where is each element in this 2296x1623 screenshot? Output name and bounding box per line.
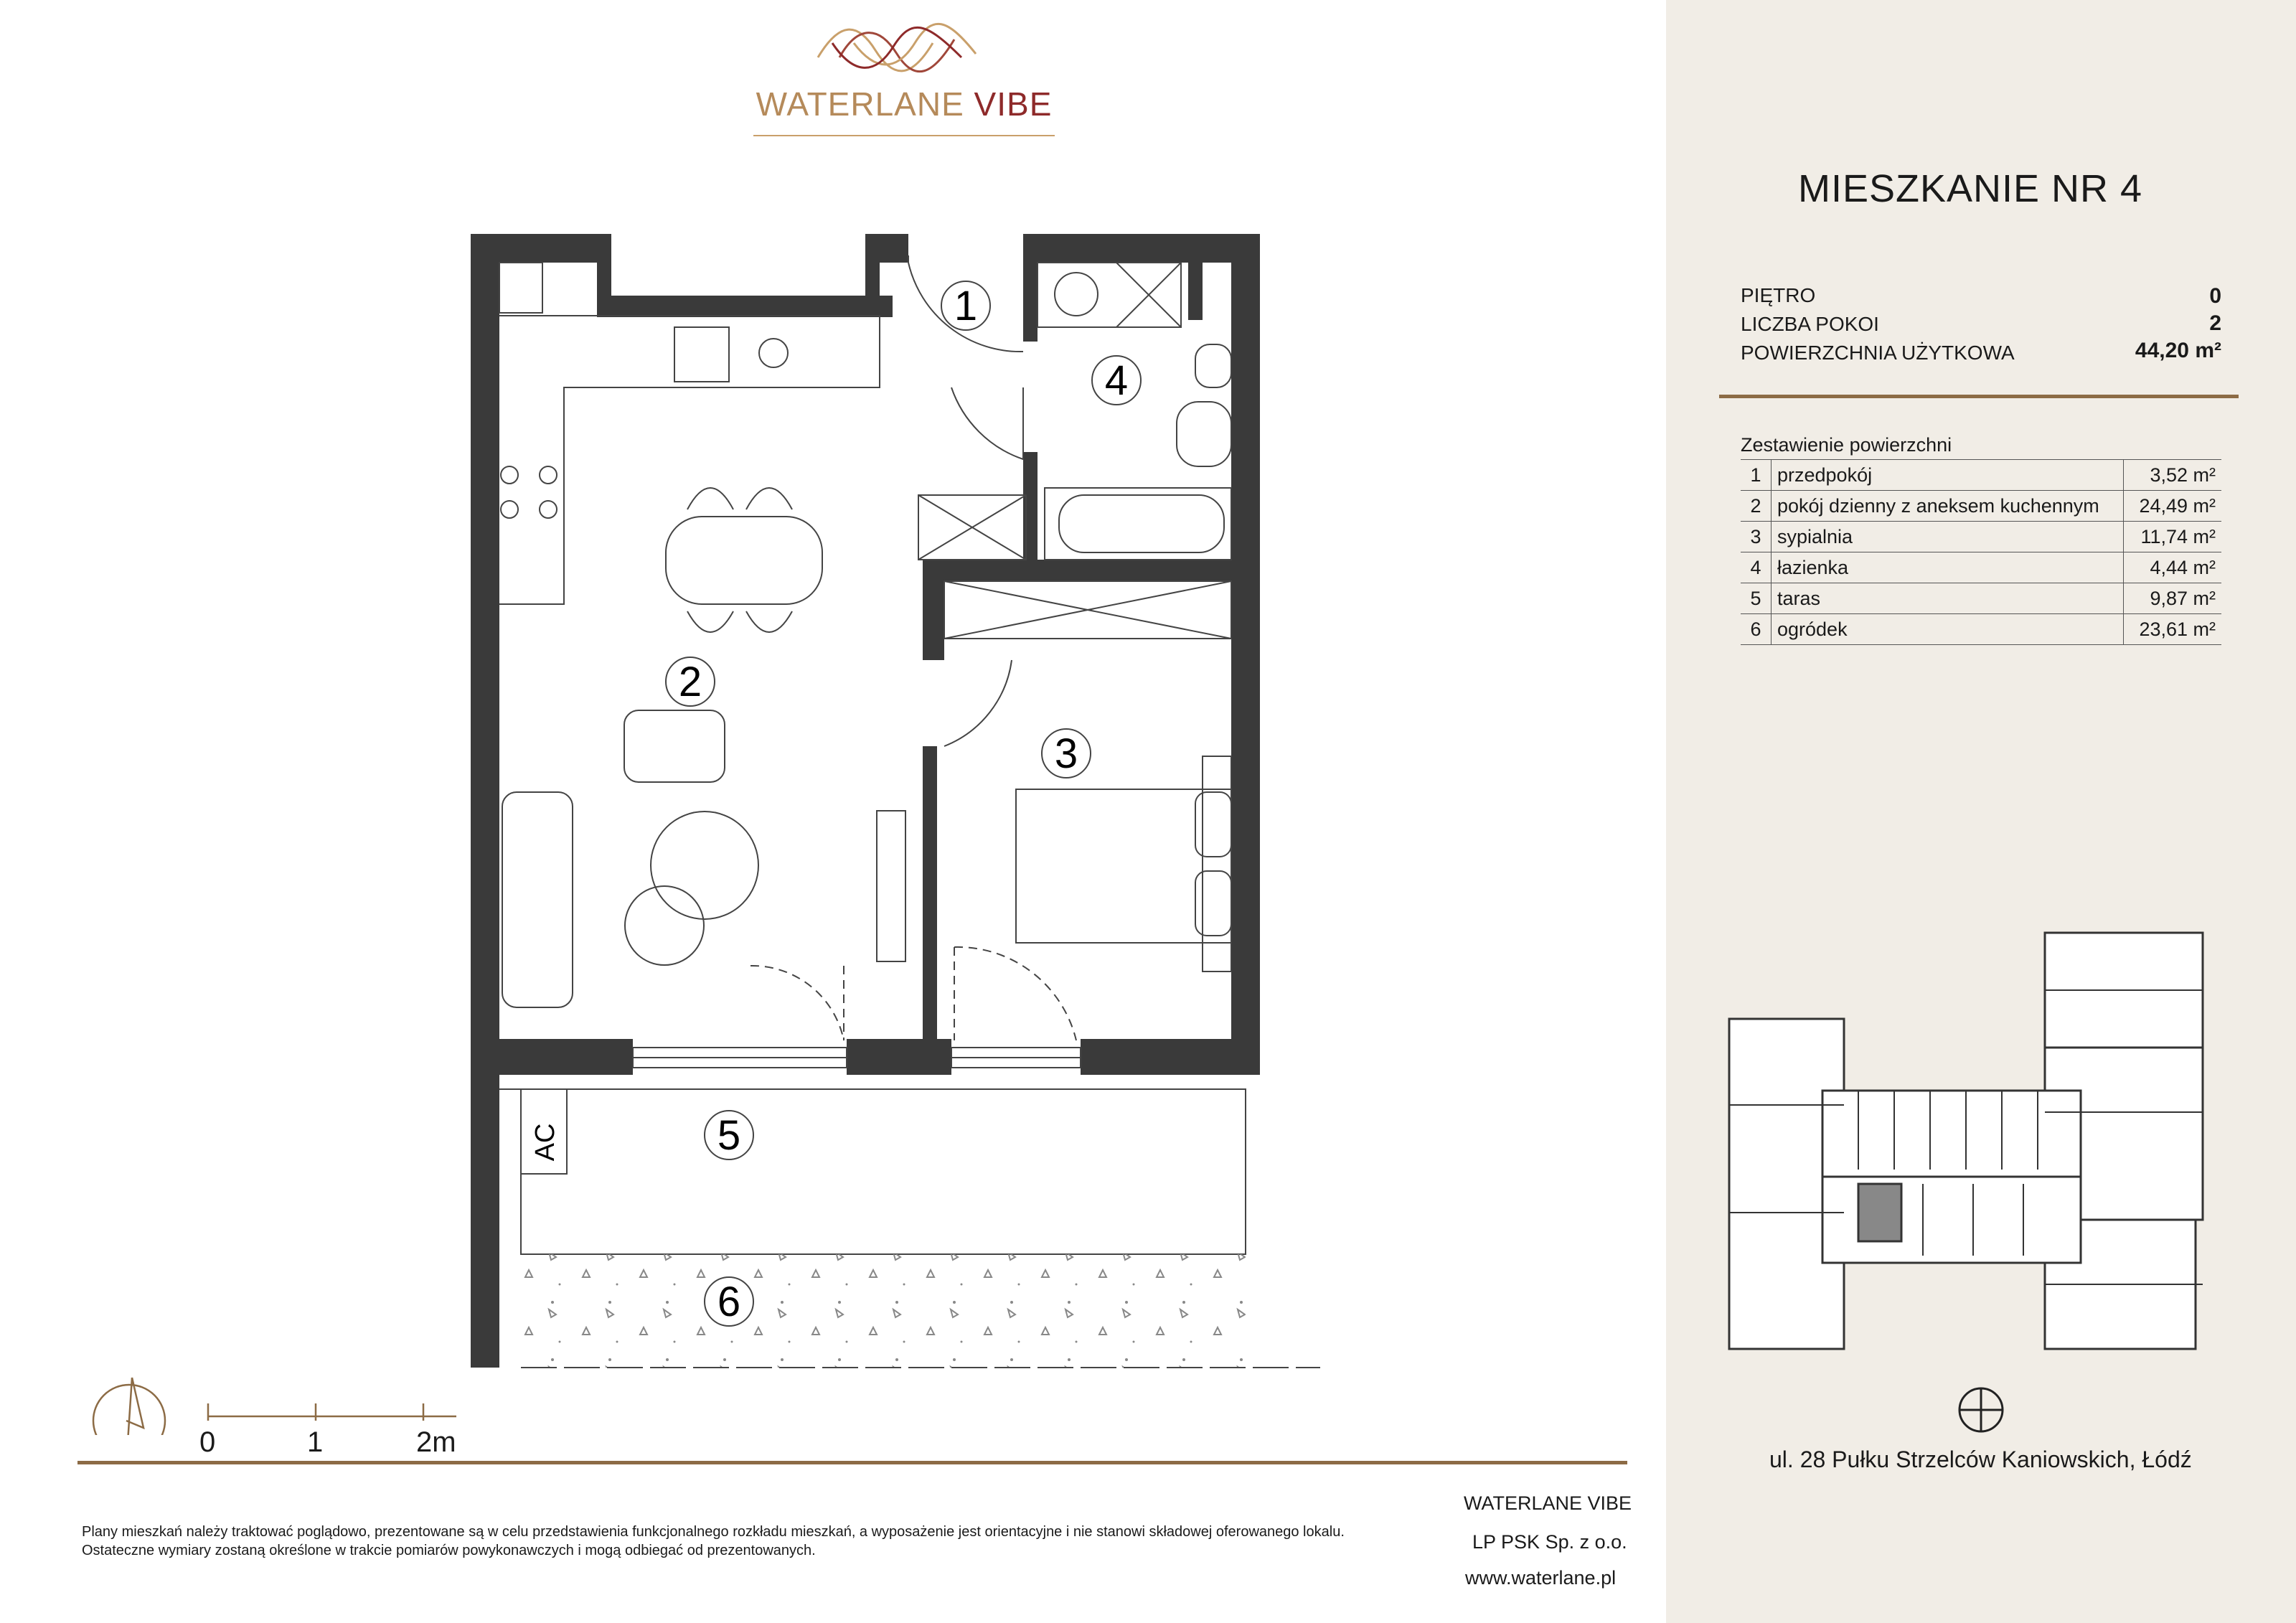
detail-area-label: POWIERZCHNIA UŻYTKOWA [1741, 342, 2015, 364]
brand-name: WATERLANE VIBE [756, 85, 1053, 123]
living-furniture [502, 710, 905, 1007]
table-row: 2 pokój dzienny z aneksem kuchennym 24,49 m² [1741, 491, 2221, 522]
room-labels [530, 281, 1141, 1326]
label-room-6: 6 [717, 1279, 741, 1325]
scale-1: 1 [307, 1426, 324, 1458]
areas-table [1741, 459, 2221, 645]
doors [751, 255, 1076, 1040]
label-room-2: 2 [678, 659, 702, 705]
page-title: MIESZKANIE NR 4 [1798, 167, 2143, 210]
footer-website[interactable]: www.waterlane.pl [1465, 1567, 1617, 1589]
key-plan [1708, 926, 2224, 1385]
table-row: 5 taras 9,87 m² [1741, 583, 2221, 614]
detail-area-value: 44,20 m² [2135, 339, 2221, 362]
walls [471, 234, 1260, 1368]
keyplan-compass-icon [1956, 1385, 2006, 1435]
areas-title: Zestawienie powierzchni [1741, 434, 1952, 456]
footer-company: LP PSK Sp. z o.o. [1472, 1531, 1627, 1553]
detail-floor-label: PIĘTRO [1741, 284, 1816, 306]
ac-label: AC [530, 1123, 560, 1162]
disclaimer [82, 1523, 1445, 1560]
table-row: 4 łazienka 4,44 m² [1741, 552, 2221, 583]
scale-bar [208, 1403, 456, 1421]
footer-brand: WATERLANE VIBE [1464, 1492, 1632, 1514]
bed [1016, 756, 1231, 972]
compass-icon [93, 1378, 165, 1435]
footer-divider [77, 1461, 1627, 1464]
table-row: 1 przedpokój 3,52 m² [1741, 460, 2221, 491]
table-row: 3 sypialnia 11,74 m² [1741, 522, 2221, 552]
dining-table [666, 488, 822, 632]
label-room-5: 5 [717, 1112, 741, 1159]
label-room-4: 4 [1104, 357, 1129, 404]
table-row: 6 ogródek 23,61 m² [1741, 614, 2221, 645]
terrace [499, 1089, 1246, 1254]
detail-floor-value: 0 [2209, 284, 2221, 308]
detail-rooms-label: LICZBA POKOI [1741, 313, 1879, 335]
disclaimer-line-2: Ostateczne wymiary zostaną określone w trakcie pomiarów powykonawczych i mogą odbiegać od prezentowanych. [82, 1543, 816, 1558]
panel-divider [1719, 395, 2239, 398]
scale-0: 0 [199, 1426, 216, 1458]
address: ul. 28 Pułku Strzelców Kaniowskich, Łódź [1769, 1446, 2192, 1472]
scale-2m: 2m [416, 1426, 456, 1458]
detail-rooms-value: 2 [2209, 311, 2221, 335]
label-room-1: 1 [954, 283, 978, 329]
garden [521, 1254, 1320, 1368]
label-room-3: 3 [1054, 730, 1078, 777]
disclaimer-line-1: Plany mieszkań należy traktować poglądowo, prezentowane są w celu przedstawienia funkcjonalnego rozkładu mieszkań, a wyposażenie jest orientacyjne i nie stanowi składowej oferowanego lokalu. [82, 1524, 1345, 1540]
